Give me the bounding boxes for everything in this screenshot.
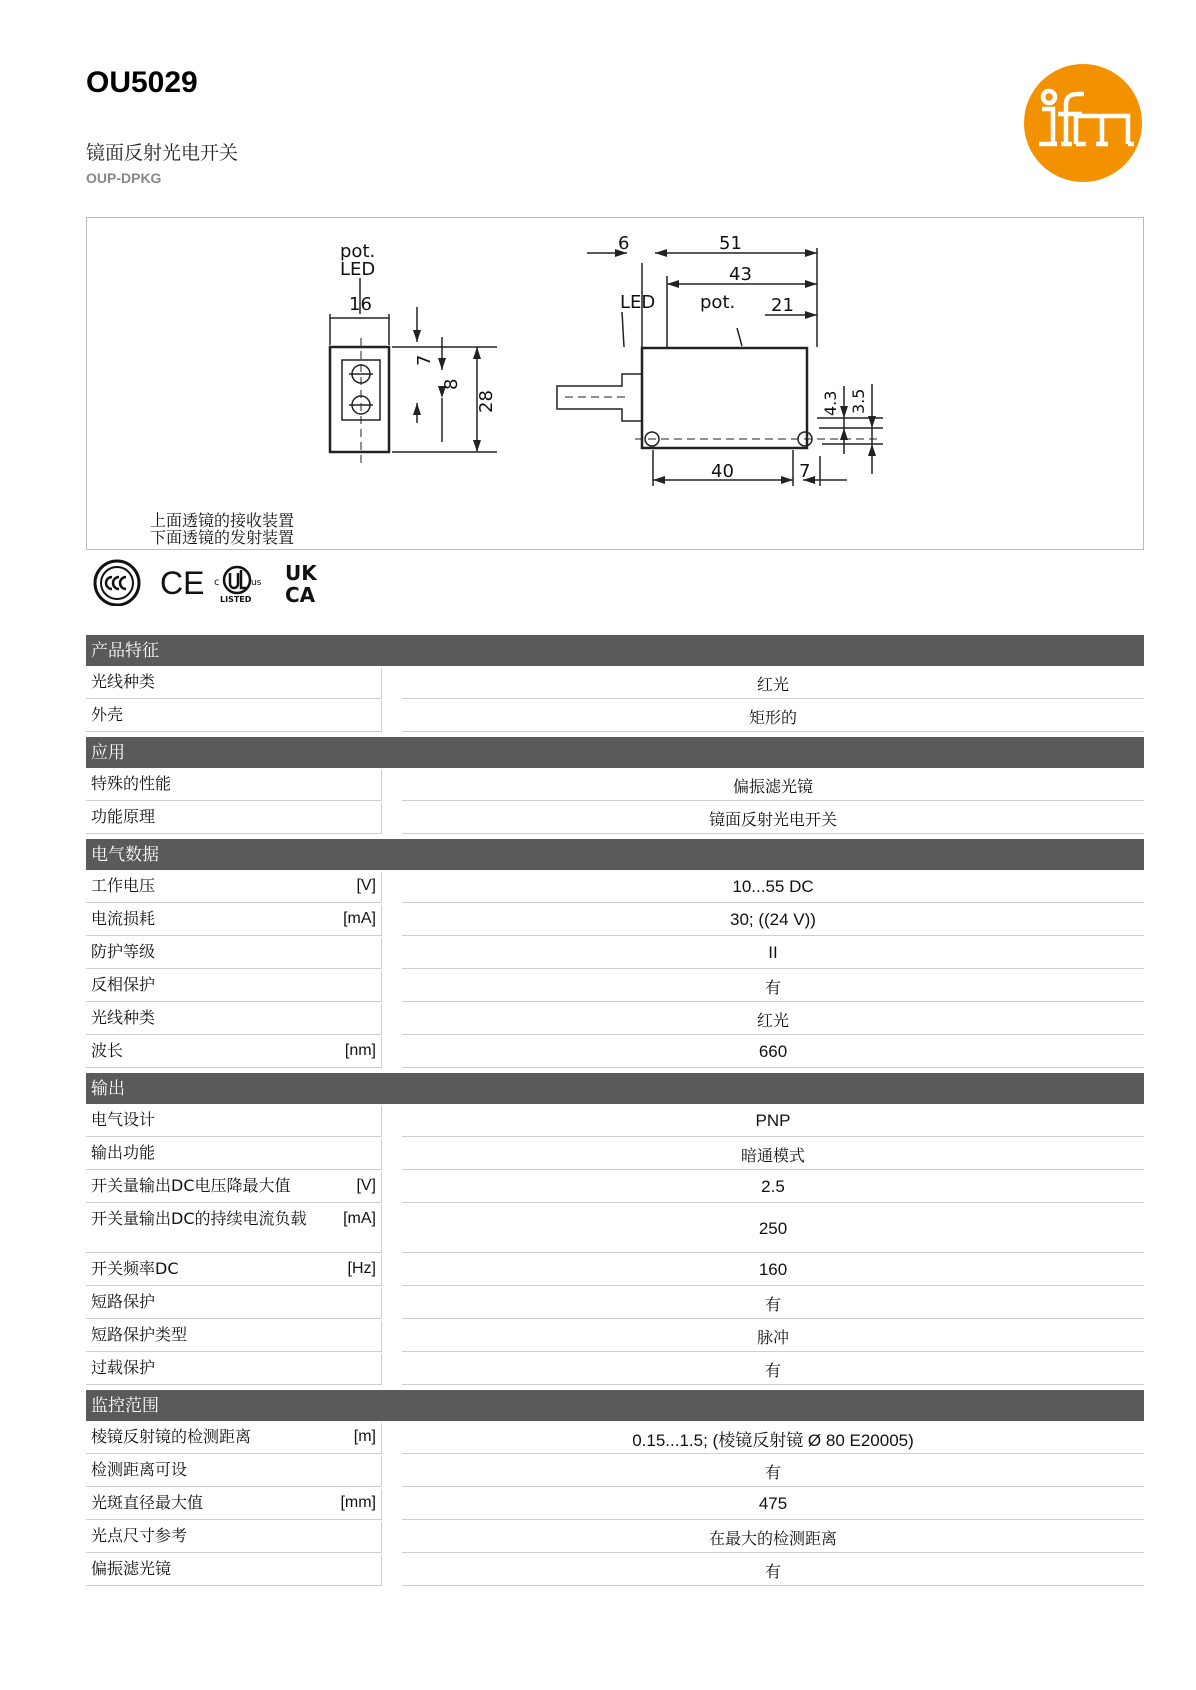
spec-label	[86, 668, 382, 699]
section-header: 产品特征	[86, 635, 1144, 666]
spec-label-text: 光点尺寸参考	[91, 1526, 188, 1545]
ukca-icon	[285, 561, 318, 606]
spec-row	[86, 1522, 1144, 1553]
spec-value: 有	[402, 1354, 1144, 1385]
spec-row	[86, 770, 1144, 801]
spec-label	[86, 1172, 382, 1203]
spec-label	[86, 1456, 382, 1487]
svg-text:CA: CA	[285, 583, 316, 606]
spec-label	[86, 1139, 382, 1170]
spec-row	[86, 1456, 1144, 1487]
specification-table	[86, 635, 1144, 1586]
spec-value: 10...55 DC	[402, 872, 1144, 903]
dim-8: 8	[441, 378, 462, 390]
lens-note-line-2: 下面透镜的发射装置	[150, 528, 295, 547]
section-header: 输出	[86, 1073, 1144, 1104]
spec-row	[86, 1555, 1144, 1586]
spec-label	[86, 1004, 382, 1035]
spec-label-text: 光线种类	[91, 1008, 156, 1027]
spec-value: 有	[402, 1555, 1144, 1586]
spec-row	[86, 803, 1144, 834]
spec-row	[86, 701, 1144, 732]
dim-6: 6	[618, 233, 630, 254]
lens-note-line-1: 上面透镜的接收装置	[150, 511, 295, 530]
dim-7-side: 7	[799, 461, 811, 482]
spec-label-text: 开关量输出DC的持续电流负载	[91, 1209, 307, 1228]
ul-listed-icon	[214, 567, 262, 604]
dim-4-3: 4.3	[821, 390, 840, 416]
ccc-icon	[95, 561, 139, 605]
svg-text:c: c	[214, 577, 220, 588]
spec-label	[86, 1037, 382, 1068]
spec-row	[86, 1321, 1144, 1352]
spec-value: 在最大的检测距离	[402, 1522, 1144, 1553]
spec-value: 暗通模式	[402, 1139, 1144, 1170]
svg-text:us: us	[251, 578, 262, 588]
spec-row	[86, 905, 1144, 936]
spec-unit: [Hz]	[347, 1260, 376, 1277]
spec-label-text: 偏振滤光镜	[91, 1559, 172, 1578]
spec-value: 红光	[402, 1004, 1144, 1035]
product-code: OUP-DPKG	[86, 170, 162, 186]
spec-row	[86, 1106, 1144, 1137]
product-subtitle: 镜面反射光电开关	[86, 142, 239, 164]
spec-label-text: 特殊的性能	[91, 774, 172, 793]
spec-label-text: 光线种类	[91, 672, 156, 691]
spec-value: 2.5	[402, 1172, 1144, 1203]
section-header: 应用	[86, 737, 1144, 768]
ifm-logo	[1024, 64, 1142, 182]
spec-label	[86, 1288, 382, 1319]
spec-row	[86, 1423, 1144, 1454]
spec-label	[86, 1555, 382, 1586]
spec-label	[86, 803, 382, 834]
spec-label	[86, 1321, 382, 1352]
spec-unit: [V]	[356, 1177, 376, 1194]
spec-label-text: 开关量输出DC电压降最大值	[91, 1176, 291, 1195]
spec-value: 30; ((24 V))	[402, 905, 1144, 936]
spec-value: 660	[402, 1037, 1144, 1068]
dim-28: 28	[476, 390, 497, 413]
spec-row	[86, 668, 1144, 699]
spec-label	[86, 905, 382, 936]
spec-label-text: 过载保护	[91, 1358, 156, 1377]
spec-value: 0.15...1.5; (棱镜反射镜 Ø 80 E20005)	[402, 1423, 1144, 1454]
dim-3-5: 3.5	[849, 388, 868, 414]
logo-text: ifm	[1083, 176, 1085, 177]
spec-label-text: 工作电压	[91, 876, 156, 895]
spec-value: 偏振滤光镜	[402, 770, 1144, 801]
section-header: 监控范围	[86, 1390, 1144, 1421]
svg-text:UK: UK	[285, 561, 317, 585]
dim-7-front: 7	[414, 354, 435, 366]
spec-label	[86, 1522, 382, 1553]
spec-value: 160	[402, 1255, 1144, 1286]
spec-value: 有	[402, 1288, 1144, 1319]
spec-label-text: 反相保护	[91, 975, 156, 994]
spec-unit: [mm]	[340, 1494, 376, 1511]
spec-label	[86, 1205, 382, 1253]
svg-text:LISTED: LISTED	[220, 595, 252, 604]
lens-note	[150, 512, 294, 546]
spec-label-text: 外壳	[91, 705, 124, 724]
spec-label	[86, 938, 382, 969]
spec-row	[86, 872, 1144, 903]
spec-row	[86, 1354, 1144, 1385]
spec-label	[86, 1423, 382, 1454]
spec-unit: [mA]	[343, 910, 376, 927]
dim-40: 40	[711, 461, 734, 482]
spec-value: PNP	[402, 1106, 1144, 1137]
spec-value: 250	[402, 1205, 1144, 1253]
front-led-label: LED	[340, 259, 376, 280]
spec-label-text: 短路保护类型	[91, 1325, 188, 1344]
spec-label-text: 电流损耗	[91, 909, 156, 928]
spec-value: 有	[402, 971, 1144, 1002]
spec-label-text: 开关频率DC	[91, 1259, 179, 1278]
spec-unit: [nm]	[344, 1042, 376, 1059]
spec-unit: [m]	[353, 1428, 376, 1445]
spec-row	[86, 938, 1144, 969]
dim-16: 16	[349, 294, 372, 315]
spec-row	[86, 1205, 1144, 1253]
spec-label-text: 光斑直径最大值	[91, 1493, 204, 1512]
dimension-drawing	[86, 217, 1144, 550]
spec-unit: [V]	[356, 877, 376, 894]
spec-label-text: 短路保护	[91, 1292, 156, 1311]
spec-label-text: 棱镜反射镜的检测距离	[91, 1427, 252, 1446]
spec-label-text: 输出功能	[91, 1143, 156, 1162]
spec-row	[86, 1489, 1144, 1520]
spec-value: 红光	[402, 668, 1144, 699]
spec-value: 有	[402, 1456, 1144, 1487]
spec-row	[86, 1037, 1144, 1068]
spec-label	[86, 872, 382, 903]
section-header: 电气数据	[86, 839, 1144, 870]
spec-row	[86, 1139, 1144, 1170]
spec-label	[86, 701, 382, 732]
side-led-label: LED	[620, 292, 656, 313]
spec-value: 脉冲	[402, 1321, 1144, 1352]
spec-label	[86, 971, 382, 1002]
dim-43: 43	[729, 264, 752, 285]
spec-label-text: 功能原理	[91, 807, 156, 826]
spec-row	[86, 1172, 1144, 1203]
spec-label	[86, 1489, 382, 1520]
spec-unit: [mA]	[343, 1210, 376, 1227]
spec-label	[86, 1106, 382, 1137]
spec-value: 矩形的	[402, 701, 1144, 732]
spec-label	[86, 1354, 382, 1385]
dim-21: 21	[771, 295, 794, 316]
spec-row	[86, 1004, 1144, 1035]
spec-label-text: 检测距离可设	[91, 1460, 188, 1479]
ce-icon: CE	[160, 565, 205, 601]
spec-label-text: 电气设计	[91, 1110, 156, 1129]
spec-value: 镜面反射光电开关	[402, 803, 1144, 834]
spec-value: 475	[402, 1489, 1144, 1520]
spec-row	[86, 1255, 1144, 1286]
spec-row	[86, 1288, 1144, 1319]
spec-label	[86, 1255, 382, 1286]
dim-51: 51	[719, 233, 742, 254]
spec-label-text: 防护等级	[91, 942, 156, 961]
spec-row	[86, 971, 1144, 1002]
product-title: OU5029	[86, 66, 198, 99]
side-pot-label: pot.	[700, 292, 736, 313]
spec-value: II	[402, 938, 1144, 969]
spec-label-text: 波长	[91, 1041, 124, 1060]
certification-marks	[92, 558, 332, 606]
front-pot-label: pot.	[340, 241, 376, 262]
spec-label	[86, 770, 382, 801]
